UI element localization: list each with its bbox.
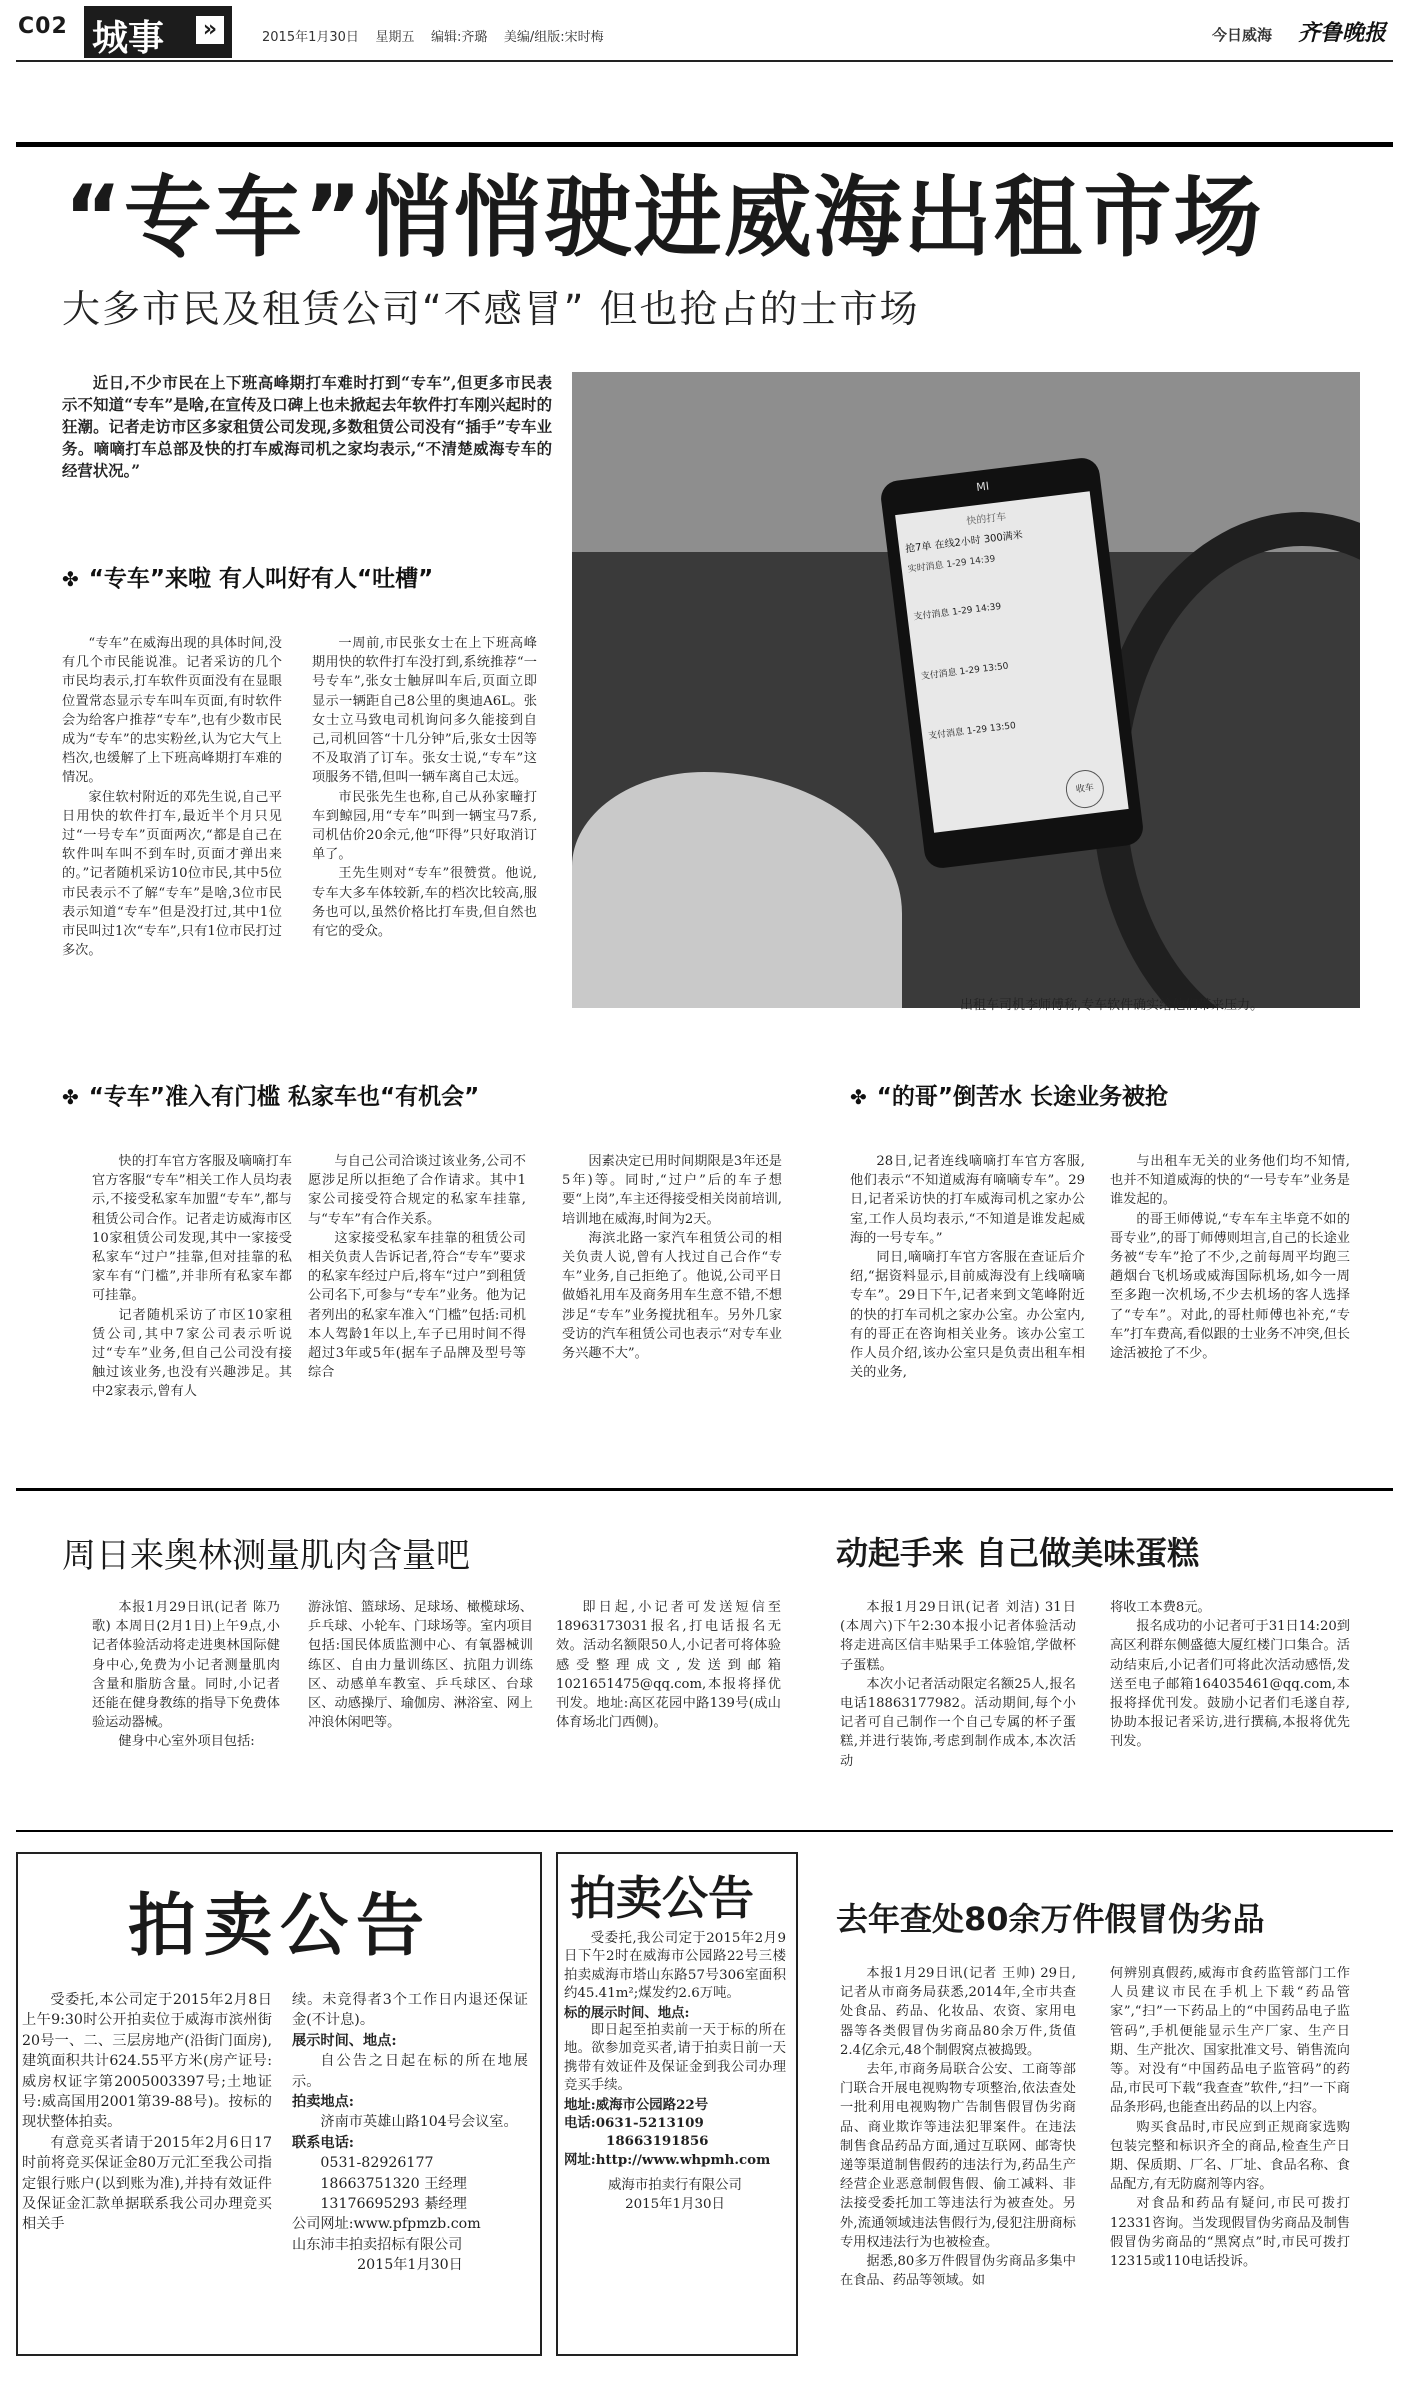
header-column: 今日威海 (1212, 26, 1273, 44)
paragraph: 市民张先生也称,自己从孙家疃打车到鲸园,用“专车”叫到一辆宝马7系,司机估价20余元,他“吓得”只好取消订单了。 (312, 789, 537, 863)
phone: 18663751320 王经理 (320, 2175, 467, 2192)
section3-title-text: “的哥”倒苦水 长途业务被抢 (876, 1084, 1169, 1110)
address-value: 威海市公园路22号 (595, 2096, 709, 2113)
page-number: C02 (18, 14, 68, 39)
story-c-col1 (840, 1964, 1076, 2290)
paragraph: 受委托,我公司定于2015年2月9日下午2时在威海市公园路22号三楼拍卖威海市塔山东路57号306室面积约45.41m²;煤发约2.6万吨。 (564, 1931, 786, 2002)
paragraph: 有意竞买者请于2015年2月6日17时前将竞买保证金80万元汇至我公司指定银行账户(以到账为准),并持有效证件及保证金汇款单据联系我公司办理竞买相关手 (22, 2134, 272, 2233)
section2-col1 (92, 1152, 292, 1402)
photo-phone (879, 456, 1145, 870)
phone-realtime: 实时消息 1-29 14:39 (907, 554, 996, 575)
auction1-title: 拍卖公告 (128, 1887, 433, 1966)
header-rule (16, 60, 1393, 62)
paragraph: 对食品和药品有疑问,市民可拨打12331咨询。当发现假冒伪劣商品及制售假冒伪劣商品的“黑窝点”时,市民可拨打12315或110电话投诉。 (1110, 2196, 1350, 2270)
telephone-2: 18663191856 (606, 2133, 709, 2150)
diamond-icon: ✤ (62, 567, 79, 591)
paragraph: 这家接受私家车挂靠的租赁公司相关负责人告诉记者,符合“专车”要求的私家车经过户后,将车“过户”到租赁公司名下,可参与“专车”业务。他为记者列出的私家车准入“门槛”包括:司机本人驾龄1年以上,车子已用时间不得超过3年或5年(据车子品牌及型号等综合 (308, 1230, 526, 1381)
paragraph: 与自己公司洽谈过该业务,公司不愿涉足所以拒绝了合作请求。其中1家公司接受符合规定的私家车挂靠,与“专车”有合作关系。 (308, 1154, 526, 1227)
paragraph: 即日起至拍卖前一天于标的所在地。欲参加竞买者,请于拍卖日前一天携带有效证件及保证金到我公司办理竞买手续。 (564, 2023, 786, 2094)
paragraph: 与出租车无关的业务他们均不知情,也并不知道威海的快的“一号专车”业务是谁发起的。 (1110, 1154, 1350, 1208)
paragraph: “专车”在威海出现的具体时间,没有几个市民能说准。记者采访的几个市民均表示,打车软件页面没有在显眼位置常态显示专车叫车页面,有时软件会为给客户推荐“专车”,也有少数市民成为“专车”的忠实粉丝,认为它大气上档次,也缓解了上下班高峰期打车难的情况。 (62, 636, 282, 786)
paragraph: 海滨北路一家汽车租赁公司的相关负责人说,曾有人找过自己合作“专车”业务,自己拒绝了。他说,公司平日做婚礼用车及商务用车生意不错,不想涉足“专车”业务搅扰租车。另外几家受访的汽车租赁公司也表示“对专车业务兴趣不大”。 (562, 1230, 782, 1362)
date: 2015年1月30日 (357, 2257, 463, 2274)
header-meta (262, 26, 604, 45)
section2-title-text: “专车”准入有门槛 私家车也“有机会” (88, 1084, 480, 1110)
photo-caption: 出租车司机李师傅称,专车软件确实给他们带来压力。 (960, 998, 1264, 1013)
paragraph: 家住软村附近的邓先生说,自己平日用快的软件打车,最近半个月只见过“一号专车”页面两次,“都是自己在软件叫车叫不到车时,页面才弹出来的。”记者随机采访10位市民,其中5位市民表示不了解“专车”是啥,3位市民表示知道“专车”但是没打过,其中1位市民叫过1次“专车”,只有1位市民打过多次。 (62, 789, 282, 959)
paragraph: 28日,记者连线嘀嘀打车官方客服,他们表示“不知道威海有嘀嘀专车”。29日,记者采访快的打车威海司机之家办公室,工作人员均表示,“不知道是谁发起威海的一号专车。” (850, 1154, 1085, 1246)
header-weekday: 星期五 (375, 30, 415, 45)
story-a-col1 (92, 1598, 280, 1752)
paragraph: 的哥王师傅说,“专车车主毕竟不如的哥专业”,的哥丁师傅则坦言,自己的长途业务被“专车”抢了不少,之前每周平均跑三趟烟台飞机场或威海国际机场,如今一周至多跑一次机场,不少去机场的客人选择了“专车”。对此,的哥杜师傅也补充,“专车”打车费高,看似跟的士业务不冲突,但长途活被抢了不少。 (1110, 1211, 1350, 1362)
phone-msg-3: 支付消息 1-29 13:50 (927, 721, 1017, 742)
label: 展示时间、地点: (292, 2032, 397, 2049)
tel-value: 0631-5213109 (595, 2115, 704, 2132)
paragraph: 报名成功的小记者可于31日14:20到高区利群东侧盛德大厦红楼门口集合。活动结束后,小记者们可将此次活动感悟,发送至电子邮箱164035461@qq.com,本报将择优刊发。鼓励小记者们毛遂自荐,协助本报记者采访,进行撰稿,本报将优先刊发。 (1110, 1619, 1350, 1750)
phone-tab: 快的打车 (965, 511, 1007, 528)
paper-logo: 齐鲁晚报 (1298, 20, 1387, 46)
section1-title (62, 560, 433, 593)
paragraph: 受委托,本公司定于2015年2月8日上午9:30时公开拍卖位于威海市滨州街20号一、二、三层房地产(沿街门面房),建筑面积共计624.55平方米(房产证号:威房权证字第2005003397号;土地证号:威高国用2001第39-88号)。按标的现状整体拍卖。 (22, 1992, 272, 2131)
phone-button: 收车 (1064, 768, 1106, 810)
story-a-title: 周日来奥林测量肌肉含量吧 (62, 1536, 470, 1576)
auction2-title: 拍卖公告 (570, 1871, 754, 1925)
arrow-icon: » (196, 16, 224, 44)
story-c-col2 (1110, 1964, 1350, 2271)
phone-stat-line: 抢7单 在线2小时 300满米 (904, 529, 1024, 556)
value: 济南市英雄山路104号会议室。 (320, 2114, 518, 2131)
address-label: 地址: (564, 2096, 596, 2113)
paragraph: 同日,嘀嘀打车官方客服在查证后介绍,“据资料显示,目前威海没有上线嘀嘀专车”。29日下午,记者来到文笔峰附近的快的打车司机之家办公室。办公室内,有的哥正在咨询相关业务。该办公室工作人员介绍,该办公室只是负责出租车相关的业务, (850, 1250, 1085, 1381)
section1-title-text: “专车”来啦 有人叫好有人“吐槽” (88, 566, 434, 592)
lead-photo (572, 372, 1360, 1008)
story-a-col2 (308, 1598, 533, 1732)
paragraph: 本报1月29日讯(记者 陈乃歌) 本周日(2月1日)上午9点,小记者体验活动将走进奥林国际健身中心,免费为小记者测量肌肉含量和脂肪含量。同时,小记者还能在健身教练的指导下免费体验运动器械。 (92, 1600, 280, 1731)
section2-col2 (308, 1152, 526, 1382)
telephone (564, 2114, 786, 2132)
phone: 0531-82926177 (320, 2155, 434, 2172)
paragraph: 本报1月29日讯(记者 刘洁) 31日(本周六)下午2:30本报小记者体验活动将走进高区信丰贴果手工体验馆,学做杯子蛋糕。 (840, 1600, 1076, 1673)
diamond-icon: ✤ (850, 1085, 867, 1109)
paragraph: 据悉,80多万件假冒伪劣商品多集中在食品、药品等领域。如 (840, 2254, 1076, 2289)
tel-label: 电话: (564, 2115, 596, 2132)
paragraph: 王先生则对“专车”很赞赏。他说,专车大多车体较新,车的档次比较高,服务也可以,虽然价格比打车贵,但自然也有它的受众。 (312, 866, 537, 940)
section-label: 城事 (92, 18, 165, 59)
lead-intro (62, 372, 552, 482)
section3-col1 (850, 1152, 1085, 1382)
lead-headline: “专车”悄悄驶进威海出租市场 (64, 166, 1264, 269)
web-label: 网址: (564, 2151, 596, 2168)
header-editor: 编辑:齐璐 (430, 30, 488, 45)
lower-rule (16, 1830, 1393, 1832)
section3-col2 (1110, 1152, 1350, 1363)
story-c-title: 去年查处80余万件假冒伪劣品 (836, 1900, 1265, 1938)
header-layout: 美编/组版:宋时梅 (503, 30, 604, 45)
auction1-col2 (292, 1990, 528, 2276)
story-b-col1 (840, 1598, 1076, 1771)
section3-title (850, 1078, 1168, 1111)
auction1-col1 (22, 1990, 272, 2235)
paragraph: 本报1月29日讯(记者 王帅) 29日,记者从市商务局获悉,2014年,全市共查处食品、药品、化妆品、农资、家用电器等各类假冒伪劣商品80余万件,货值2.4亿余元,48个制假窝点被捣毁。 (840, 1966, 1076, 2058)
paragraph: 记者随机采访了市区10家租赁公司,其中7家公司表示听说过“专车”业务,但自己公司没有接触过该业务,也没有兴趣涉足。其中2家表示,曾有人 (92, 1307, 292, 1400)
paragraph: 本次小记者活动限定名额25人,报名电话18863177982。活动期间,每个小记者可自己制作一个自己专属的杯子蛋糕,并进行装饰,考虑到制作成本,本次活动 (840, 1676, 1076, 1769)
paragraph: 去年,市商务局联合公安、工商等部门联合开展电视购物专项整治,依法查处一批利用电视购物广告制售假冒伪劣商品、商业欺诈等违法犯罪案件。在违法制售食品药品方面,通过互联网、邮寄快递等渠道制售假药的违法行为,药品生产经营企业恶意制假售假、偷工减料、非法接受委托加工等违法行为被查处。另外,流通领域违法售假行为,侵犯注册商标专用权违法行为也被检查。 (840, 2062, 1076, 2250)
paragraph: 因素决定已用时间期限是3年还是5年)等。同时,“过户”后的车子想要“上岗”,车主还得接受相关岗前培训,培训地在威海,时间为2天。 (562, 1154, 782, 1227)
top-thick-rule (16, 142, 1393, 147)
address (564, 2096, 786, 2114)
paragraph: 快的打车官方客服及嘀嘀打车官方客服“专车”相关工作人员均表示,不接受私家车加盟“专车”,都与租赁公司合作。记者走访威海市区10家租赁公司发现,其中一家接受私家车“过户”挂靠,但对挂靠的私家车有“门槛”,并非所有私家车都可挂靠。 (92, 1154, 292, 1304)
date: 2015年1月30日 (625, 2196, 725, 2212)
paragraph: 一周前,市民张女士在上下班高峰期用快的软件打车没打到,系统推荐“一号专车”,张女士触屏叫车后,页面立即显示一辆距自己8公里的奥迪A6L。张女士立马致电司机询问多久能接到自己,司机回答“十几分钟”后,张女士因等不及取消了订车。张女士说,“专车”这项服务不错,但叫一辆车离自己太远。 (312, 636, 537, 786)
web-value: http://www.whpmh.com (595, 2151, 771, 2168)
lead-subhead: 大多市民及租赁公司“不感冒” 但也抢占的士市场 (62, 287, 920, 331)
section2-title (62, 1078, 479, 1111)
label: 联系电话: (292, 2134, 354, 2151)
paragraph: 购买食品时,市民应到正规商家选购包装完整和标识齐全的商品,检查生产日期、保质期、厂名、厂址、食品名称、食品配方,有无防腐剂等内容。 (1110, 2119, 1350, 2193)
phone: 13176695293 綦经理 (320, 2196, 467, 2213)
company: 山东沛丰拍卖招标有限公司 (292, 2236, 463, 2253)
paragraph: 即日起,小记者可发送短信至18963173031报名,打电话报名无效。活动名额限50人,小记者可将体验感受整理成文,发送到邮箱1021651475@qq.com,本报将择优刊发。地址:高区花园中路139号(成山体育场北门西侧)。 (556, 1600, 781, 1731)
section1-col2 (312, 634, 537, 941)
phone-msg-1: 支付消息 1-29 14:39 (913, 601, 1002, 623)
paragraph: 将收工本费8元。 (1110, 1600, 1211, 1615)
section1-col1 (62, 634, 282, 960)
auction2-body (564, 1930, 786, 2214)
header-date: 2015年1月30日 (262, 30, 359, 45)
section2-col3 (562, 1152, 782, 1363)
paragraph: 何辨别真假药,威海市食药监管部门工作人员建议市民在手机上下载“药品管家”,“扫”一下药品上的“中国药品电子监管码”,手机便能显示生产厂家、生产日期、生产批次、国家批准文号、销售流向等。对没有“中国药品电子监管码”的药品,市民可下载“我查查”软件,“扫”一下商品条形码,也能查出药品的以上内容。 (1110, 1966, 1350, 2116)
website (564, 2151, 786, 2169)
phone-screen (895, 491, 1129, 833)
diamond-icon: ✤ (62, 1085, 79, 1109)
company: 威海市拍卖行有限公司 (608, 2178, 742, 2194)
story-b-col2 (1110, 1598, 1350, 1752)
lead-intro-text: 近日,不少市民在上下班高峰期打车难时打到“专车”,但更多市民表示不知道“专车”是啥,在宣传及口碑上也未掀起去年软件打车刚兴起时的狂潮。记者走访市区多家租赁公司发现,多数租赁公司没有“插手”专车业务。嘀嘀打车总部及快的打车威海司机之家均表示,“不清楚威海专车的经营状况。” (62, 374, 552, 480)
value: 自公告之日起在标的所在地展示。 (292, 2053, 528, 2090)
label: 拍卖地点: (292, 2094, 354, 2111)
paragraph: 游泳馆、篮球场、足球场、橄榄球场、乒乓球、小轮车、门球场等。室内项目包括:国民体质监测中心、有氧器械训练区、自由力量训练区、抗阻力训练区、动感单车教室、乒乓球区、台球区、动感操厅、瑜伽房、淋浴室、网上冲浪休闲吧等。 (308, 1600, 533, 1731)
phone-msg-2: 支付消息 1-29 13:50 (920, 661, 1010, 683)
website: 公司网址:www.pfpmzb.com (292, 2216, 481, 2233)
phone-brand: MI (975, 479, 990, 494)
story-b-title: 动起手来 自己做美味蛋糕 (836, 1534, 1200, 1572)
paragraph: 健身中心室外项目包括: (118, 1734, 255, 1750)
mid-rule (16, 1488, 1393, 1491)
label: 标的展示时间、地点: (564, 2004, 690, 2021)
story-a-col3 (556, 1598, 781, 1732)
paragraph: 续。未竞得者3个工作日内退还保证金(不计息)。 (292, 1992, 528, 2029)
